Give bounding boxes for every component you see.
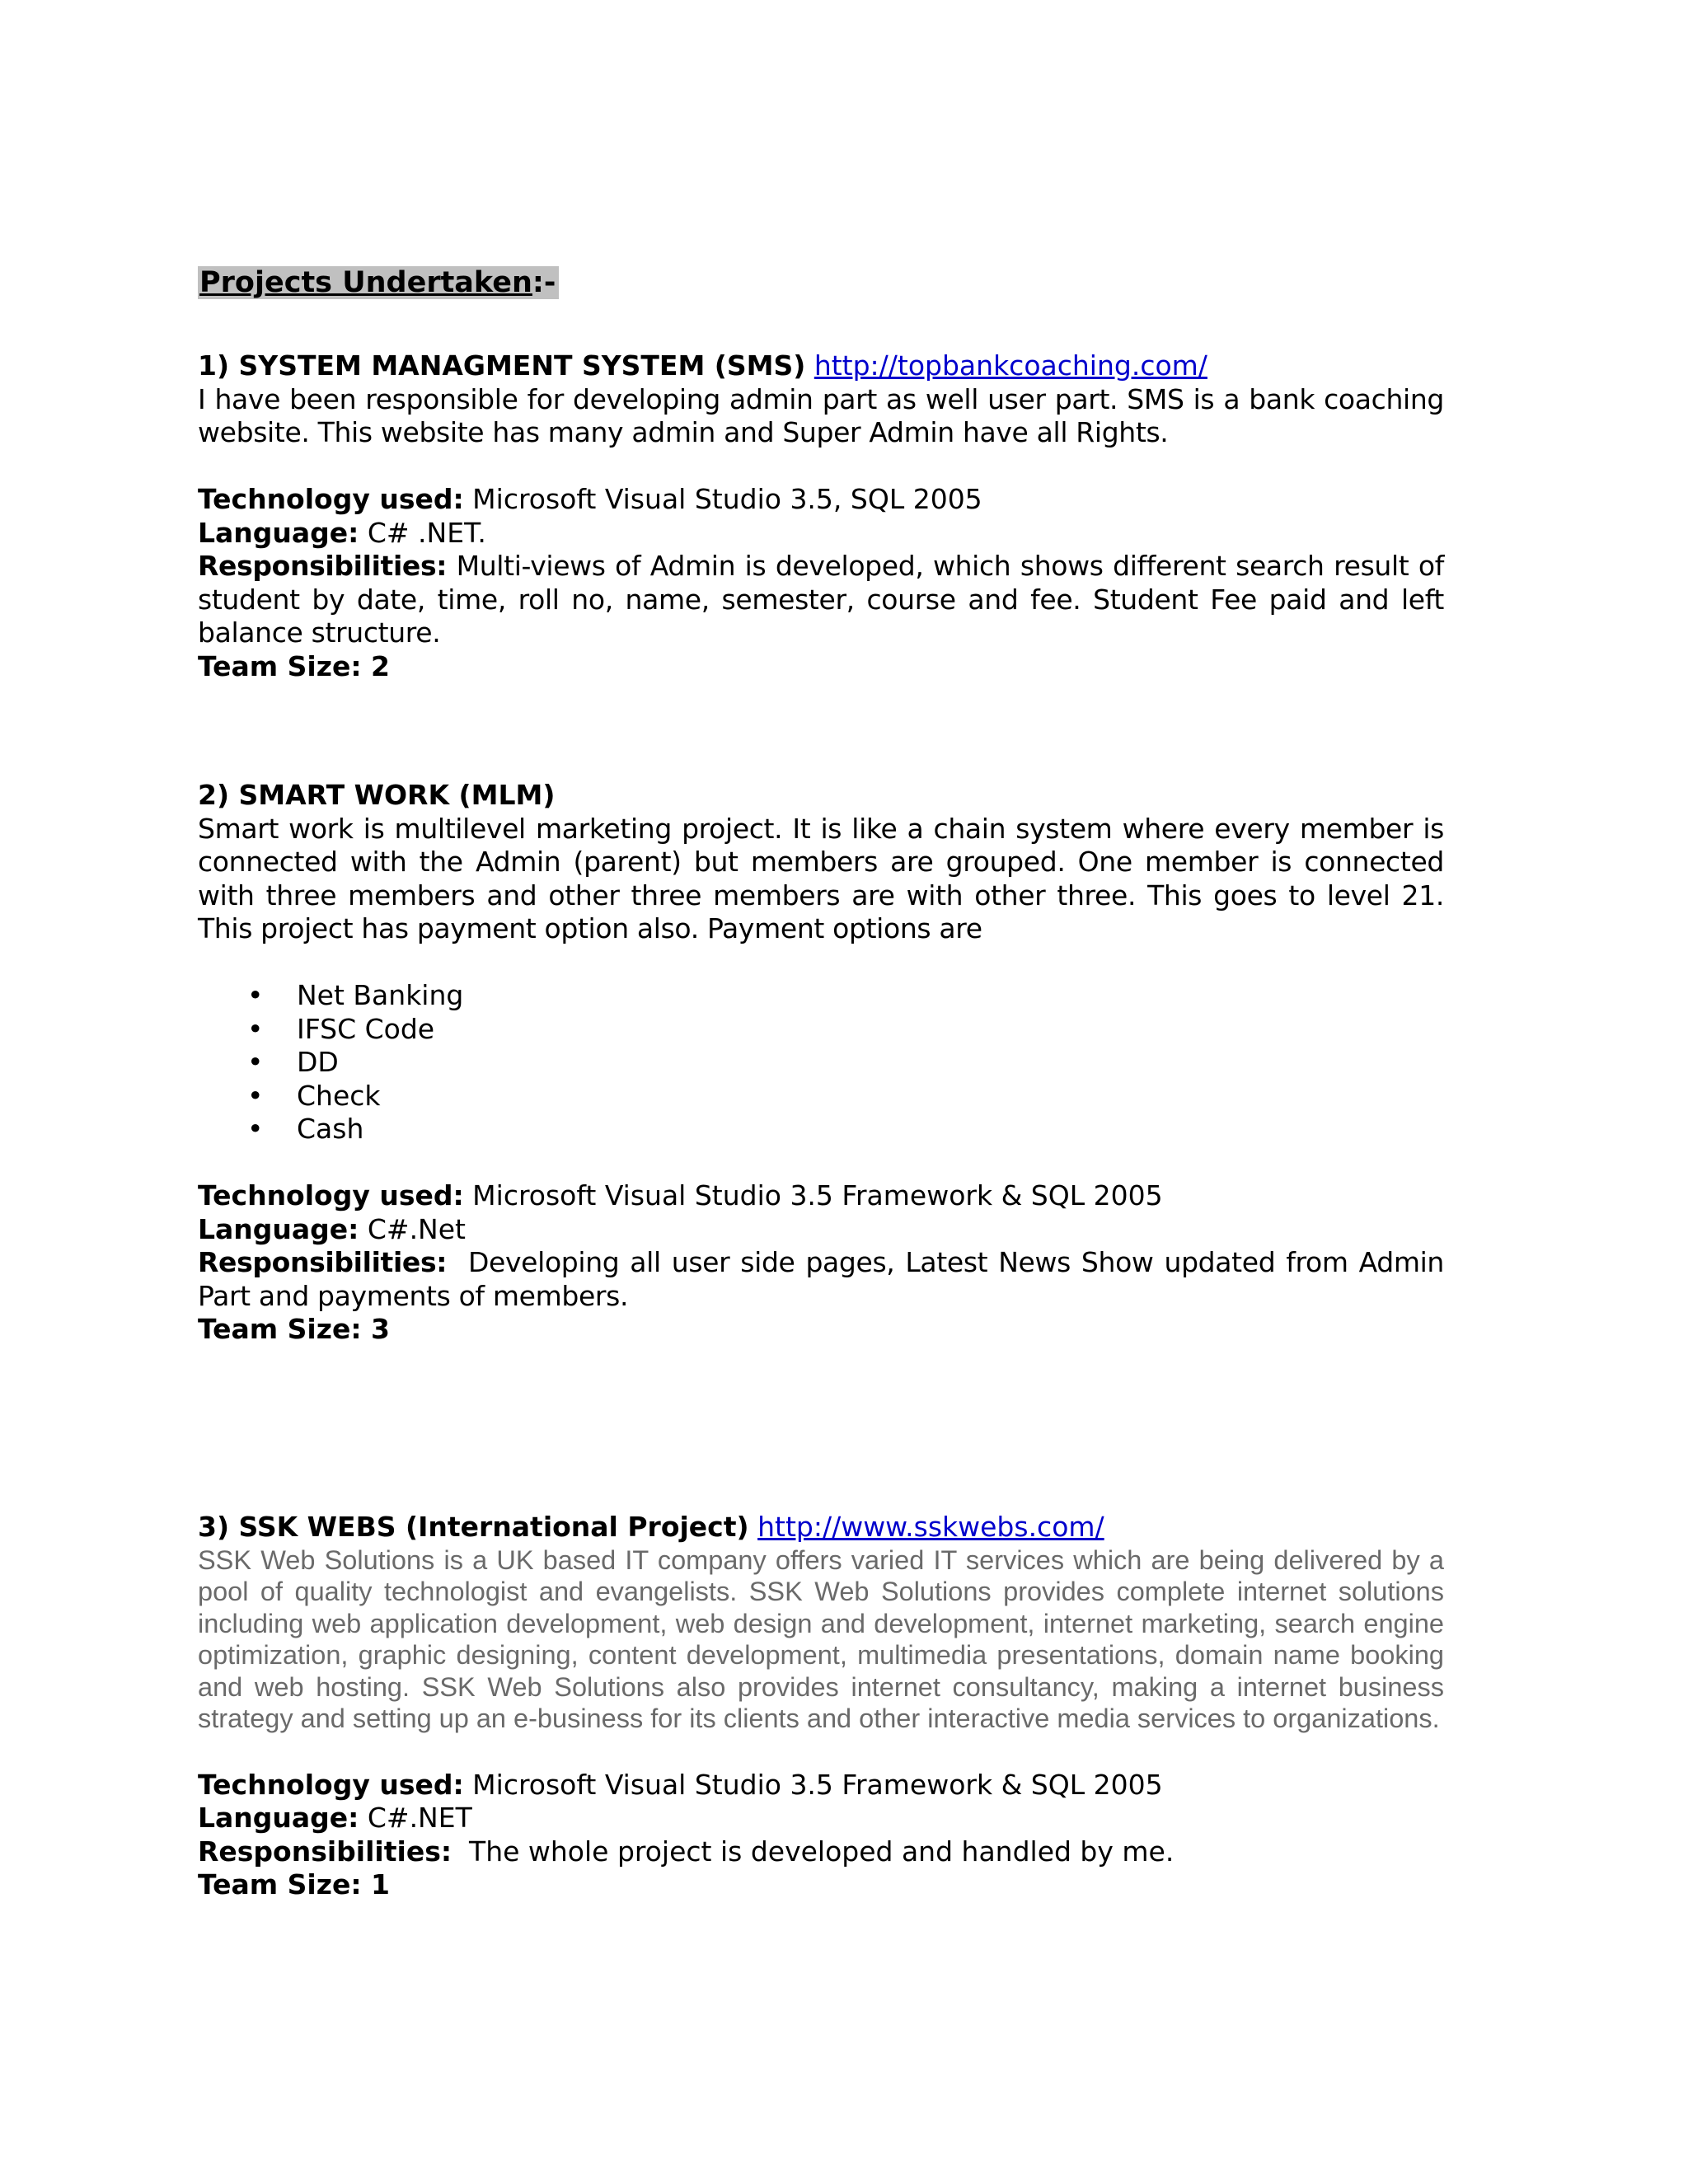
project-2: [198, 779, 1444, 1347]
project-1-link[interactable]: http://topbankcoaching.com/: [814, 349, 1207, 382]
project-3-title-line: [198, 1511, 1444, 1544]
project-1-responsibilities: [198, 550, 1444, 650]
responsibilities-label: Responsibilities:: [198, 1246, 448, 1278]
responsibilities-label: Responsibilities:: [198, 550, 448, 582]
list-item: [198, 979, 1444, 1013]
project-3-description: SSK Web Solutions is a UK based IT company offers varied IT services which are being delivered by a pool of quality technologist and evangelists. SSK Web Solutions provides complete internet solutions including web application development, web design and development, internet marketing, search engine optimization, graphic designing, content development, multimedia presentations, domain name booking and web hosting. SSK Web Solutions also provides internet consultancy, making a internet business strategy and setting up an e-business for its clients and other interactive media services to organizations.: [198, 1544, 1444, 1734]
project-1-description: I have been responsible for developing admin part as well user part. SMS is a bank coaching website. This website has many admin and Super Admin have all Rights.: [198, 382, 1444, 448]
project-3-responsibilities: [198, 1835, 1444, 1869]
project-2-responsibilities: [198, 1246, 1444, 1313]
project-1-language: [198, 517, 1444, 551]
language-label: Language:: [198, 1802, 359, 1835]
project-2-language: [198, 1213, 1444, 1247]
list-item-label: DD: [297, 1046, 339, 1078]
bullet-icon: •: [247, 979, 264, 1011]
project-1-technology: [198, 483, 1444, 517]
list-item-label: Cash: [297, 1113, 364, 1145]
page-title: [198, 262, 559, 303]
project-2-description: Smart work is multilevel marketing project. It is like a chain system where every member is connected with the Admin (parent) but members are grouped. One member is connected with three members and other three members are with other three. This goes to level 21. This project has payment option also. Payment options are: [198, 812, 1444, 944]
technology-value: Microsoft Visual Studio 3.5 Framework & SQL 2005: [472, 1179, 1163, 1212]
bullet-icon: •: [247, 1079, 264, 1112]
spacer: [198, 1146, 1444, 1180]
technology-label: Technology used:: [198, 1768, 464, 1801]
technology-value: Microsoft Visual Studio 3.5 Framework & SQL 2005: [472, 1768, 1163, 1801]
heading-highlight: [198, 266, 559, 299]
list-item: [198, 1080, 1444, 1113]
bullet-icon: •: [247, 1046, 264, 1078]
language-value: C#.NET: [367, 1802, 472, 1835]
language-label: Language:: [198, 1212, 359, 1245]
language-value: C#.Net: [367, 1212, 466, 1245]
technology-value: Microsoft Visual Studio 3.5, SQL 2005: [472, 483, 982, 515]
list-item: [198, 1013, 1444, 1047]
project-1-title-line: [198, 349, 1444, 383]
bullet-icon: •: [247, 1113, 264, 1145]
responsibilities-value: Multi-views of Admin is developed, which shows different search result of student by date, time, roll no, name, semester, course and fee. Student Fee paid and left balance structure.: [198, 550, 1444, 649]
project-2-technology: [198, 1179, 1444, 1213]
language-value: C# .NET.: [367, 516, 486, 549]
project-3-link[interactable]: http://www.sskwebs.com/: [757, 1511, 1104, 1543]
heading-suffix: :-: [532, 266, 556, 299]
technology-label: Technology used:: [198, 1179, 464, 1212]
project-3-language: [198, 1802, 1444, 1835]
heading-main: Projects Undertaken: [199, 266, 532, 299]
list-item: [198, 1113, 1444, 1146]
project-3-team-size: Team Size: 1: [198, 1868, 390, 1901]
language-label: Language:: [198, 516, 359, 549]
project-3-title: 3) SSK WEBS (International Project): [198, 1511, 749, 1543]
spacer: [198, 1735, 1444, 1769]
spacer: [198, 946, 1444, 980]
responsibilities-label: Responsibilities:: [198, 1835, 452, 1868]
project-1-title: 1) SYSTEM MANAGMENT SYSTEM (SMS): [198, 349, 806, 382]
responsibilities-value: Developing all user side pages, Latest News Show updated from Admin Part and payments of members.: [198, 1246, 1444, 1312]
project-3-technology: [198, 1769, 1444, 1802]
spacer: [198, 450, 1444, 484]
project-3: [198, 1511, 1444, 1902]
project-1: [198, 349, 1444, 683]
list-item-label: IFSC Code: [297, 1012, 435, 1045]
project-2-team-size: Team Size: 3: [198, 1313, 390, 1345]
project-1-team-size: Team Size: 2: [198, 649, 390, 682]
list-item: [198, 1046, 1444, 1080]
list-item-label: Check: [297, 1079, 381, 1112]
project-2-title: 2) SMART WORK (MLM): [198, 779, 556, 811]
payment-options-list: [198, 979, 1444, 1146]
bullet-icon: •: [247, 1012, 264, 1045]
responsibilities-value: The whole project is developed and handled by me.: [469, 1835, 1175, 1868]
list-item-label: Net Banking: [297, 979, 464, 1011]
technology-label: Technology used:: [198, 483, 464, 515]
